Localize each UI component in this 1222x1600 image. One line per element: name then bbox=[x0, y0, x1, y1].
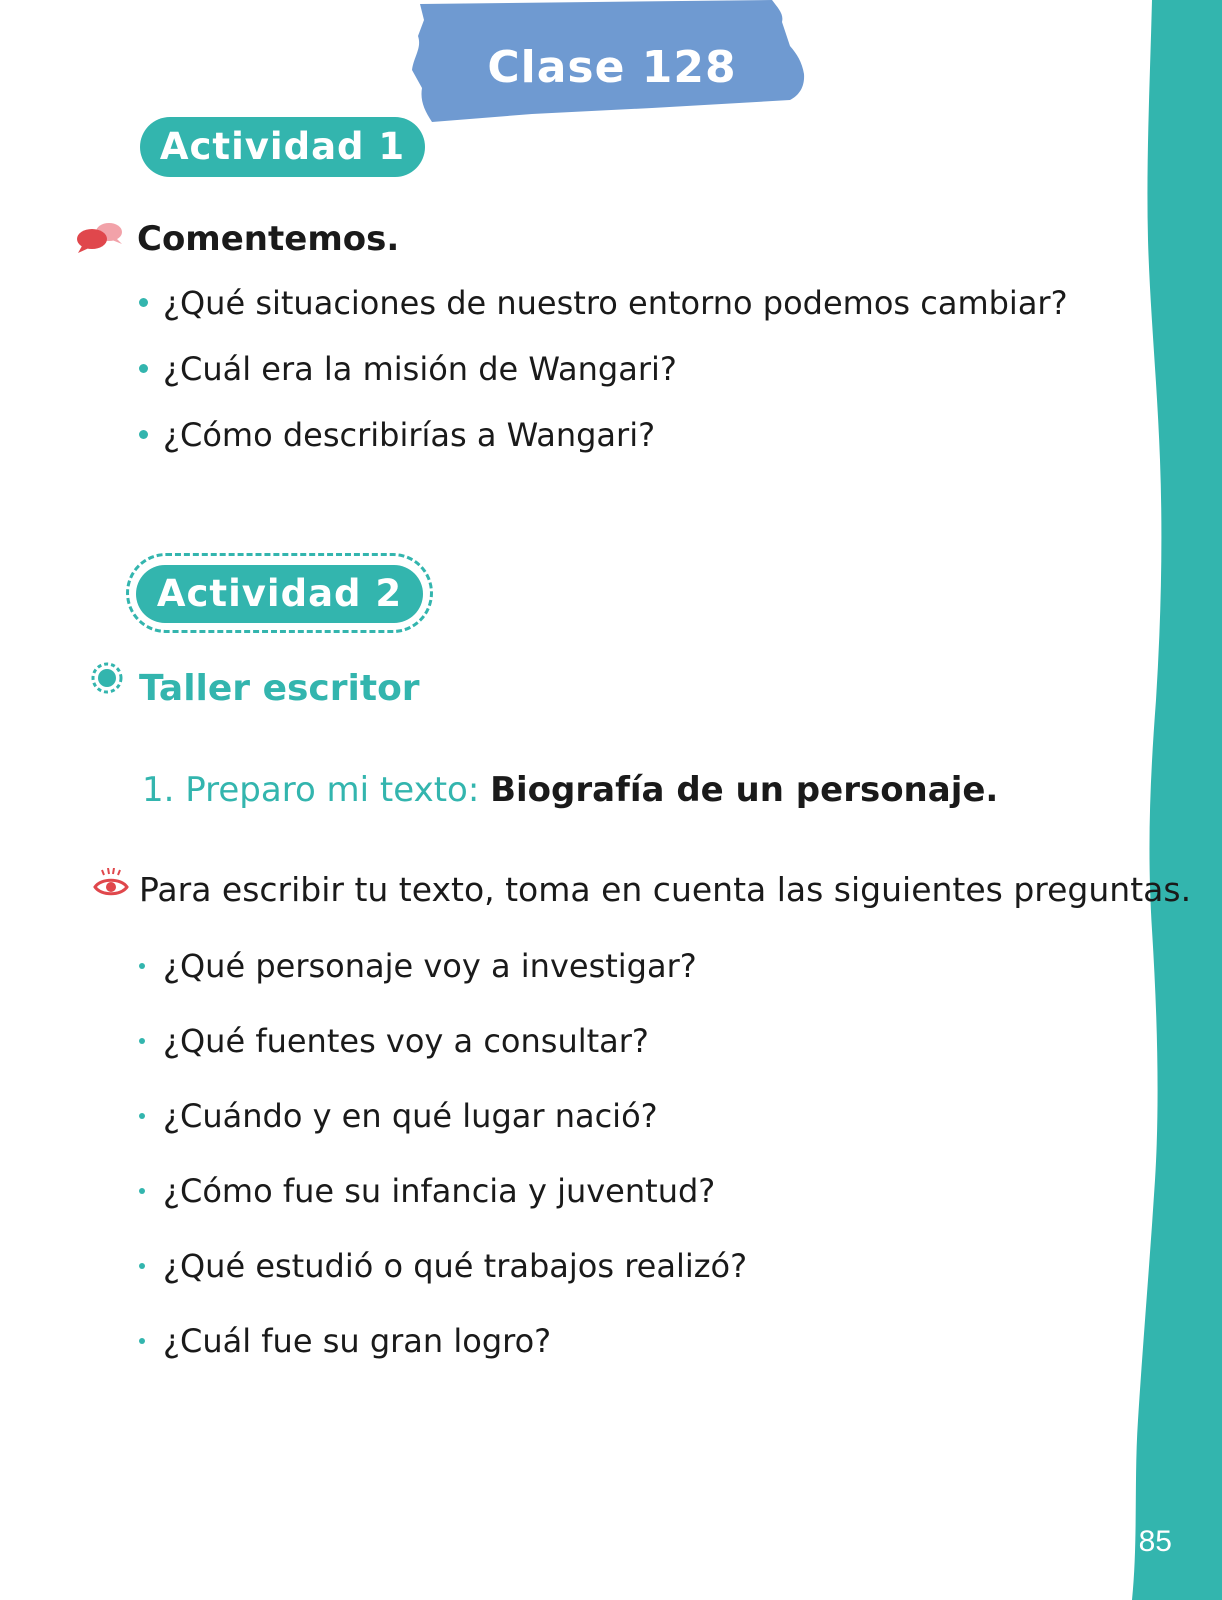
list-item: ¿Cuándo y en qué lugar nació? bbox=[163, 1096, 747, 1171]
list-item: ¿Cómo fue su infancia y juventud? bbox=[163, 1171, 747, 1246]
bullet-icon bbox=[139, 1038, 145, 1044]
speech-bubbles-icon bbox=[76, 222, 124, 254]
task-line bbox=[142, 770, 998, 810]
bullet-icon bbox=[139, 430, 148, 439]
list-item: ¿Cuál fue su gran logro? bbox=[163, 1321, 747, 1396]
bullet-icon bbox=[139, 298, 148, 307]
activity-1-questions bbox=[163, 283, 1068, 481]
taller-escritor-title: Taller escritor bbox=[139, 668, 420, 709]
dotted-circle-icon bbox=[89, 660, 125, 696]
bullet-icon bbox=[139, 1338, 145, 1344]
list-item: ¿Qué personaje voy a investigar? bbox=[163, 946, 747, 1021]
page-number: 85 bbox=[1138, 1525, 1172, 1558]
eye-icon bbox=[93, 868, 129, 898]
activity-2-questions bbox=[163, 946, 747, 1396]
list-item: ¿Qué estudió o qué trabajos realizó? bbox=[163, 1246, 747, 1321]
bullet-icon bbox=[139, 364, 148, 373]
class-title: Clase 128 bbox=[487, 42, 737, 93]
bullet-icon bbox=[139, 963, 145, 969]
task-suffix: . bbox=[985, 770, 999, 810]
activity-1-label: Actividad 1 bbox=[140, 117, 425, 177]
bullet-icon bbox=[139, 1188, 145, 1194]
list-item: ¿Cuál era la misión de Wangari? bbox=[163, 349, 1068, 415]
bullet-icon bbox=[139, 1263, 145, 1269]
bullet-icon bbox=[139, 1113, 145, 1119]
list-item: ¿Cómo describirías a Wangari? bbox=[163, 415, 1068, 481]
activity-2-label: Actividad 2 bbox=[136, 565, 423, 623]
task-prefix: 1. Preparo mi texto: bbox=[142, 770, 491, 810]
list-item: ¿Qué fuentes voy a consultar? bbox=[163, 1021, 747, 1096]
list-item: ¿Qué situaciones de nuestro entorno podemos cambiar? bbox=[163, 283, 1068, 349]
comentemos-heading: Comentemos. bbox=[137, 219, 400, 259]
instruction-text: Para escribir tu texto, toma en cuenta las siguientes preguntas. bbox=[139, 870, 1192, 909]
task-title: Biografía de un personaje bbox=[490, 770, 986, 810]
